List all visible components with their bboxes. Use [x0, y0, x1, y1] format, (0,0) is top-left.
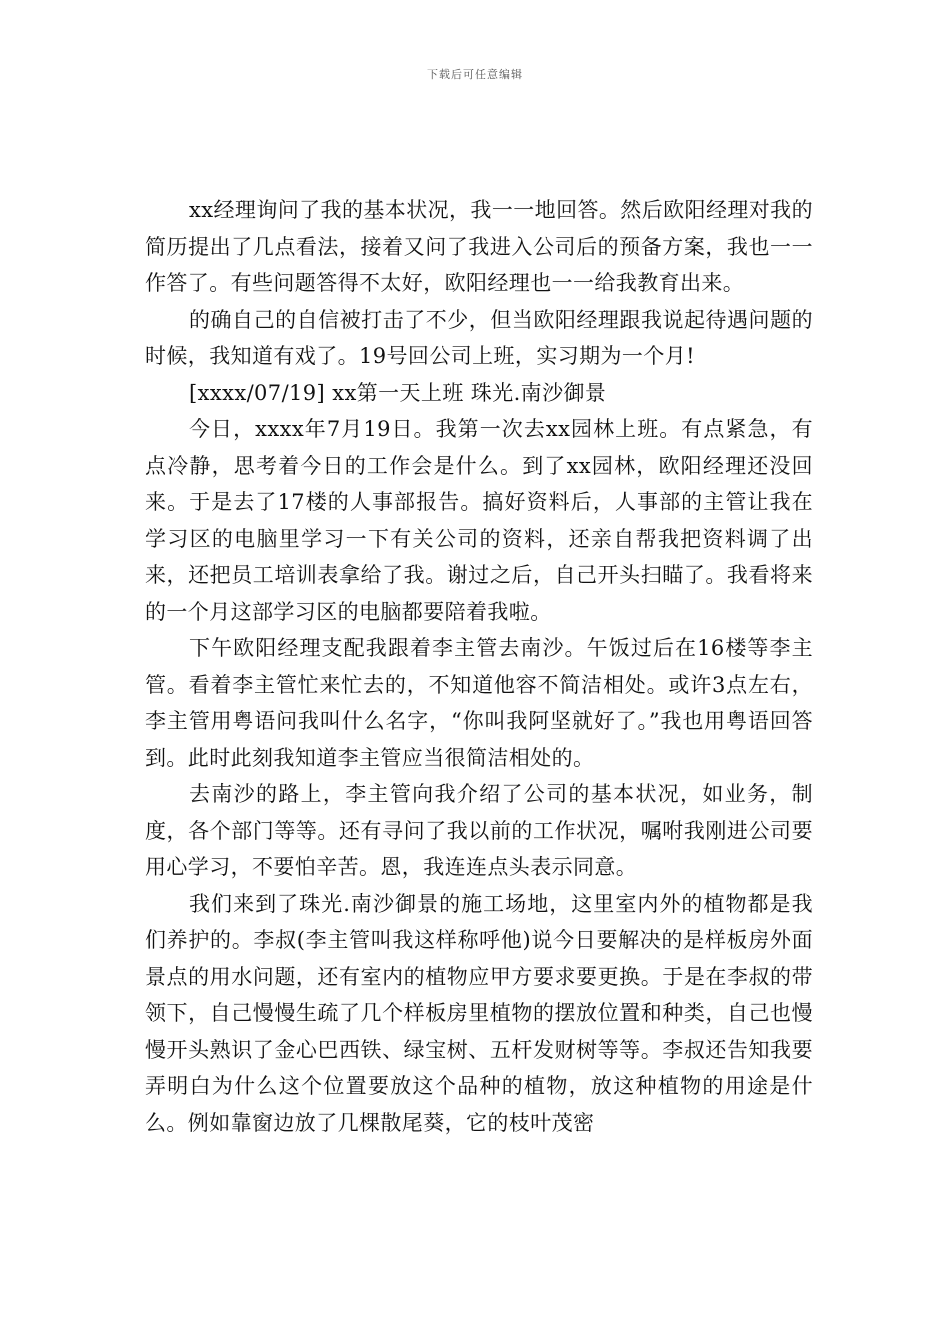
diary-heading: [xxxx/07/19] xx第一天上班 珠光.南沙御景 [189, 380, 607, 405]
paragraph-5: 去南沙的路上，李主管向我介绍了公司的基本状况，如业务，制度，各个部门等等。还有寻问了我以前的工作状况，嘱咐我刚进公司要用心学习，不要怕辛苦。恩，我连连点头表示同意。 [145, 782, 813, 879]
paragraph-4: 下午欧阳经理支配我跟着李主管去南沙。午饭过后在16楼等李主管。看着李主管忙来忙去的，不知道他容不简洁相处。或许3点左右，李主管用粤语问我叫什么名字，“你叫我阿坚就好了。”我也用粤语回答到。此时此刻我知道李主管应当很简洁相处的。 [145, 636, 813, 770]
paragraph-3: 今日，xxxx年7月19日。我第一次去xx园林上班。有点紧急，有点冷静，思考着今日的工作会是什么。到了xx园林，欧阳经理还没回来。于是去了17楼的人事部报告。搞好资料后，人事部的主管让我在学习区的电脑里学习一下有关公司的资料，还亲自帮我把资料调了出来，还把员工培训表拿给了我。谢过之后，自己开头扫瞄了。我看将来的一个月这部学习区的电脑都要陪着我啦。 [145, 417, 813, 624]
document-body [145, 192, 813, 1141]
paragraph-2: 的确自己的自信被打击了不少，但当欧阳经理跟我说起待遇问题的时候，我知道有戏了。19号回公司上班，实习期为一个月! [145, 307, 813, 368]
paragraph-1: xx经理询问了我的基本状况，我一一地回答。然后欧阳经理对我的简历提出了几点看法，接着又问了我进入公司后的预备方案，我也一一作答了。有些问题答得不太好，欧阳经理也一一给我教育出来。 [145, 198, 813, 295]
page-header: 下载后可任意编辑 [427, 68, 523, 81]
paragraph-6: 我们来到了珠光.南沙御景的施工场地，这里室内外的植物都是我们养护的。李叔(李主管叫我这样称呼他)说今日要解决的是样板房外面景点的用水问题，还有室内的植物应甲方要求要更换。于是在李叔的带领下，自己慢慢生疏了几个样板房里植物的摆放位置和种类，自己也慢慢开头熟识了金心巴西铁、绿宝树、五杆发财树等等。李叔还告知我要弄明白为什么这个位置要放这个品种的植物，放这种植物的用途是什么。例如靠窗边放了几棵散尾葵，它的枝叶茂密 [145, 891, 813, 1135]
